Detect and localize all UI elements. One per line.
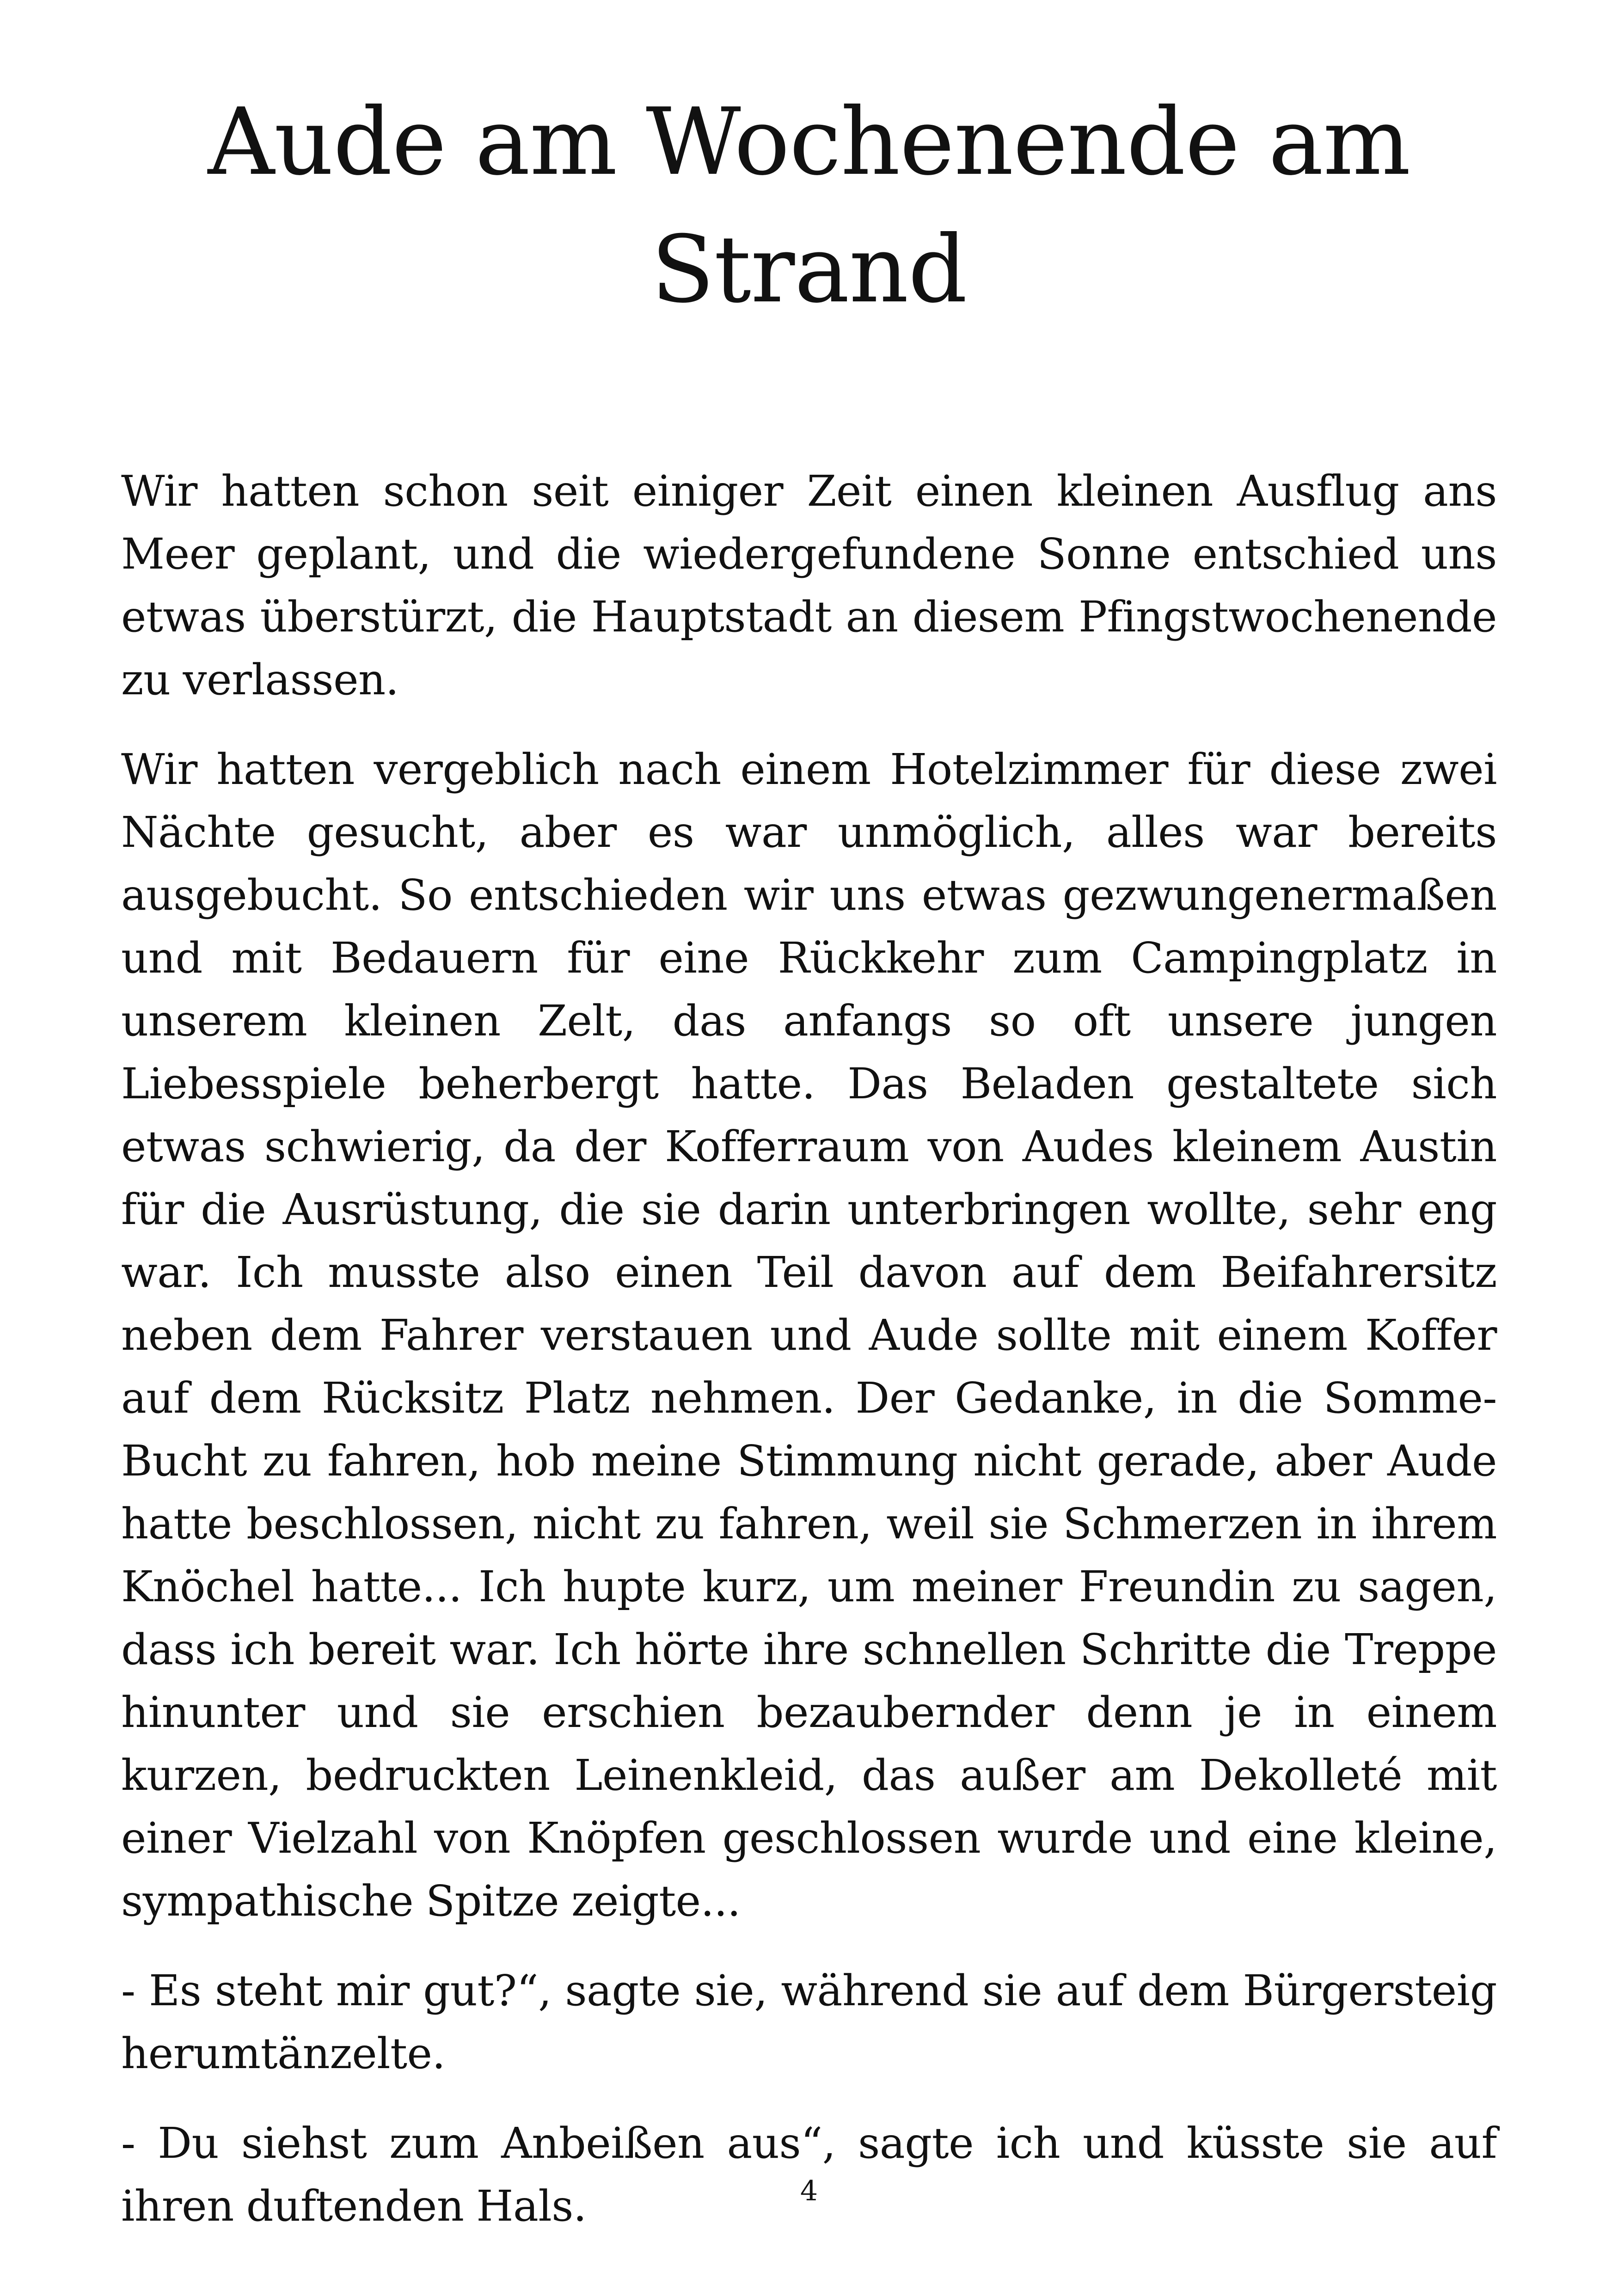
chapter-title-line-1: Aude am Wochenende am (208, 88, 1410, 196)
chapter-title (139, 79, 1479, 334)
chapter-title-line-2: Strand (651, 216, 967, 324)
paragraph-1: Wir hatten schon seit einiger Zeit einen kleinen Ausflug ans Meer geplant, und die wiedergefundene Sonne entschied uns etwas überstürzt, die Hauptstadt an diesem Pfingstwochenende zu verlassen. (121, 466, 1497, 704)
body-text (121, 460, 1497, 2265)
page-number: 4 (800, 2175, 818, 2207)
paragraph-4: - Du siehst zum Anbeißen aus“, sagte ich und küsste sie auf ihren duftenden Hals. (121, 2118, 1497, 2231)
paragraph-2: Wir hatten vergeblich nach einem Hotelzimmer für diese zwei Nächte gesucht, aber es war unmöglich, alles war bereits ausgebucht. So entschieden wir uns etwas gezwungenermaßen und mit Bedauern für eine Rückkehr zum Campingplatz in unserem kleinen Zelt, das anfangs so oft unsere jungen Liebesspiele beherbergt hatte. Das Beladen gestaltete sich etwas schwierig, da der Kofferraum von Audes kleinem Austin für die Ausrüstung, die sie darin unterbringen wollte, sehr eng war. Ich musste also einen Teil davon auf dem Beifahrersitz neben dem Fahrer verstauen und Aude sollte mit einem Koffer auf dem Rücksitz Platz nehmen. Der Gedanke, in die Somme-Bucht zu fahren, hob meine Stimmung nicht gerade, aber Aude hatte beschlossen, nicht zu fahren, weil sie Schmerzen in ihrem Knöchel hatte... Ich hupte kurz, um meiner Freundin zu sagen, dass ich bereit war. Ich hörte ihre schnellen Schritte die Treppe hinunter und sie erschien bezaubernder denn je in einem kurzen, bedruckten Leinenkleid, das außer am Dekolleté mit einer Vielzahl von Knöpfen geschlossen wurde und eine kleine, sympathische Spitze zeigte... (121, 745, 1497, 1926)
paragraph-3: - Es steht mir gut?“, sagte sie, während sie auf dem Bürgersteig herumtänzelte. (121, 1966, 1497, 2078)
